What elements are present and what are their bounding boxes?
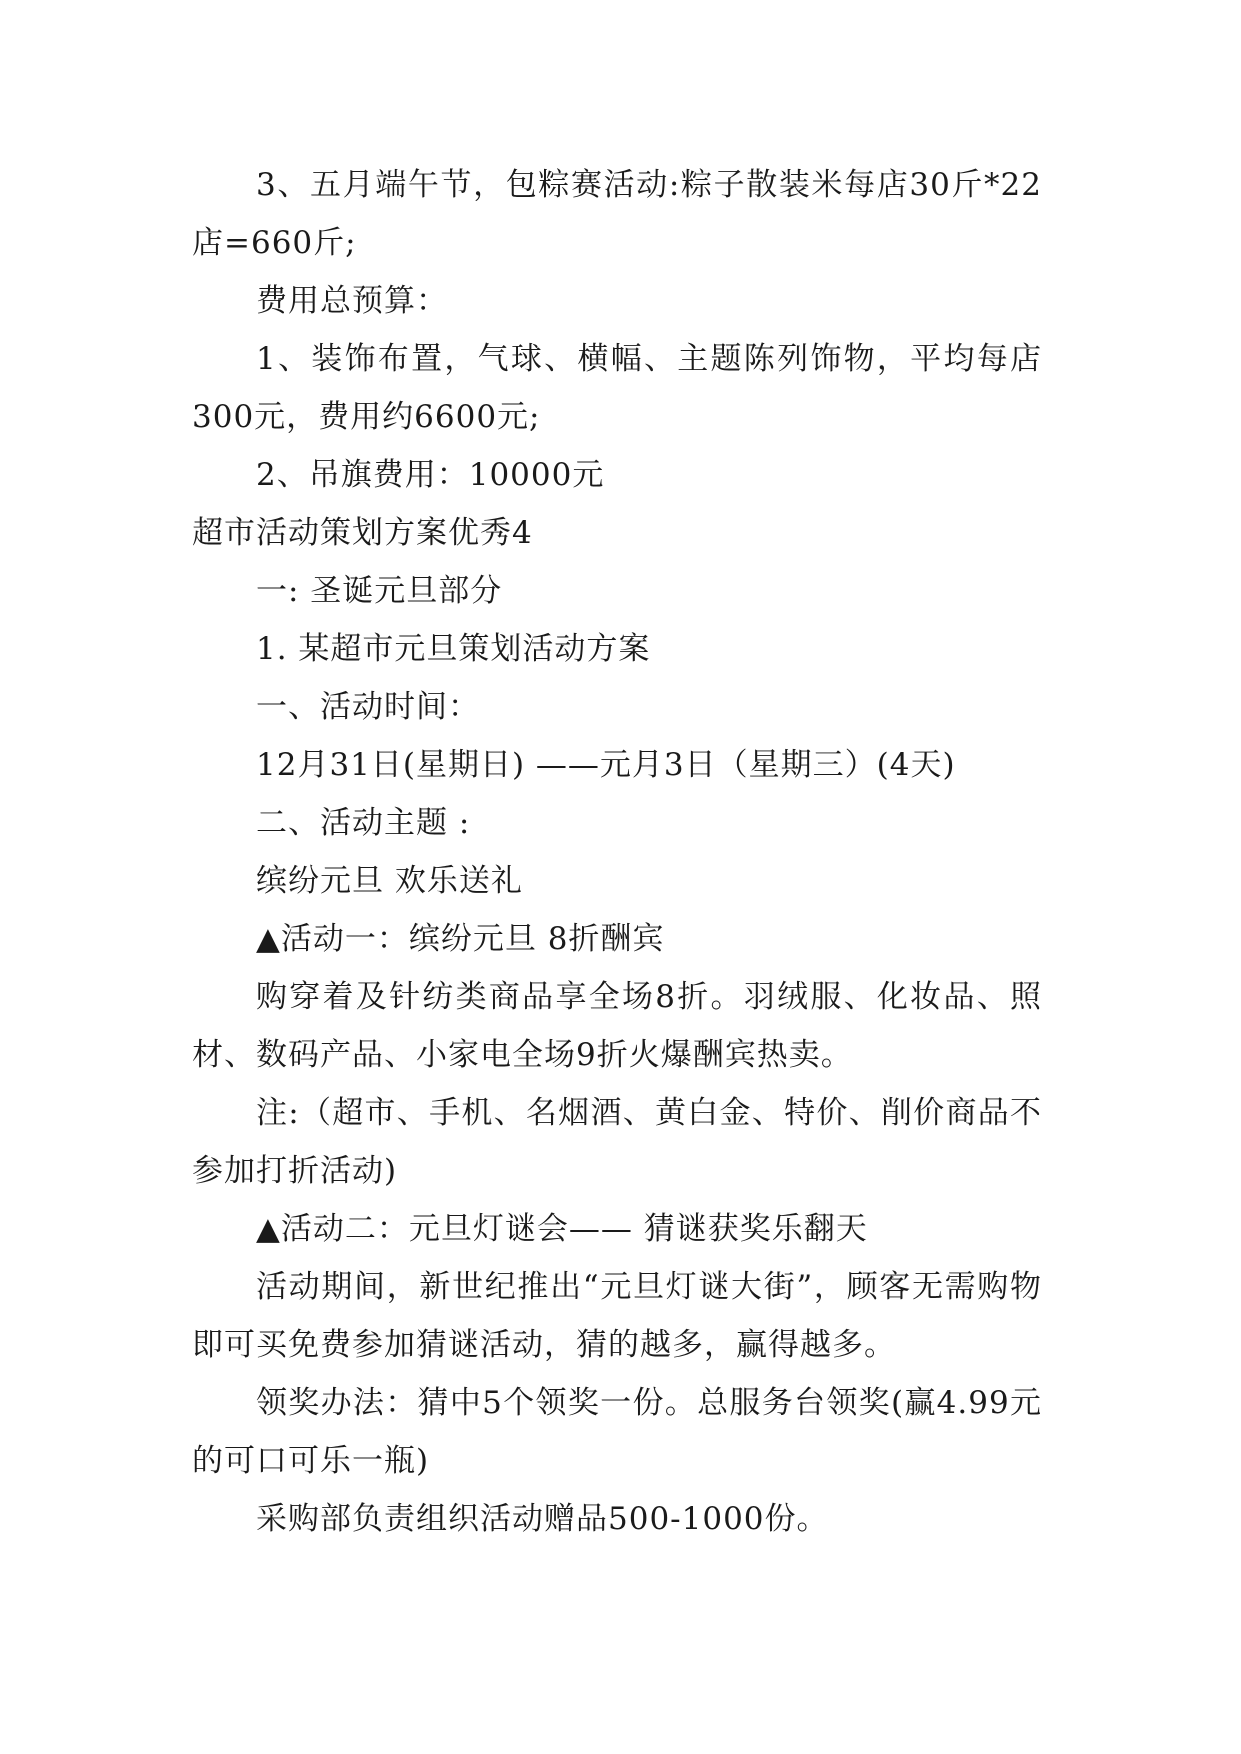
document-body (192, 156, 1042, 1548)
paragraph-plan-title: 1. 某超市元旦策划活动方案 (256, 631, 651, 667)
paragraph-budget-title: 费用总预算： (256, 283, 448, 319)
paragraph-part-one: 一: 圣诞元旦部分 (256, 573, 503, 609)
paragraph-theme: 缤纷元旦 欢乐送礼 (256, 863, 523, 899)
paragraph-theme-title: 二、活动主题 : (256, 805, 471, 841)
paragraph-riddle-detail: 活动期间，新世纪推出“元旦灯谜大街”，顾客无需购物即可买免费参加猜谜活动，猜的越多，赢得越多。 (192, 1269, 1042, 1363)
paragraph-activity-one: ▲活动一：缤纷元旦 8折酬宾 (256, 921, 665, 957)
paragraph-activity-two: ▲活动二：元旦灯谜会—— 猜谜获奖乐翻天 (256, 1211, 868, 1247)
paragraph-dragon-boat: 3、五月端午节，包粽赛活动:粽子散装米每店30斤*22店=660斤; (192, 167, 1042, 261)
paragraph-note: 注:（超市、手机、名烟酒、黄白金、特价、削价商品不参加打折活动) (192, 1095, 1042, 1189)
paragraph-flag-cost: 2、吊旗费用：10000元 (256, 457, 605, 493)
paragraph-time-title: 一、活动时间： (256, 689, 480, 725)
paragraph-time-range: 12月31日(星期日) ——元月3日（星期三）(4天) (256, 747, 956, 783)
paragraph-decoration-cost: 1、装饰布置，气球、横幅、主题陈列饰物，平均每店300元，费用约6600元; (192, 341, 1042, 435)
paragraph-gift-supply: 采购部负责组织活动赠品500-1000份。 (256, 1501, 829, 1537)
section-heading: 超市活动策划方案优秀4 (192, 515, 533, 551)
paragraph-prize-method: 领奖办法：猜中5个领奖一份。总服务台领奖(赢4.99元的可口可乐一瓶) (192, 1385, 1042, 1479)
paragraph-discount-detail: 购穿着及针纺类商品享全场8折。羽绒服、化妆品、照材、数码产品、小家电全场9折火爆酬宾热卖。 (192, 979, 1042, 1073)
